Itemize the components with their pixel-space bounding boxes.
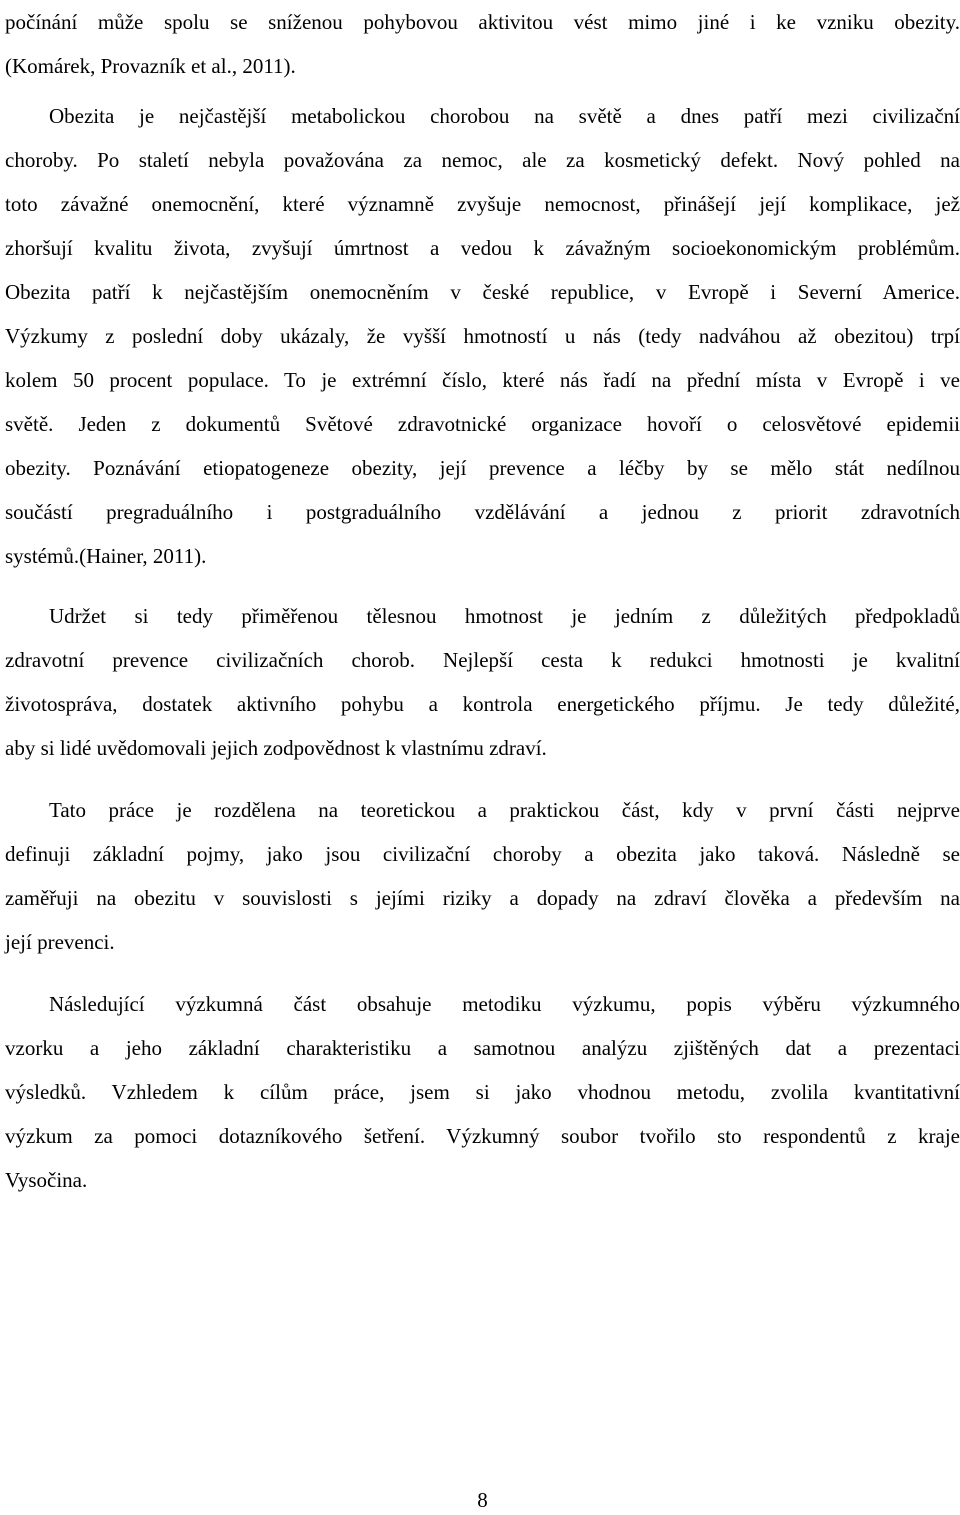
text-line: Následující výzkumná část obsahuje metodiku výzkumu, popis výběru výzkumného (49, 992, 960, 1016)
text-line: systémů.(Hainer, 2011). (5, 544, 207, 568)
text-line: Vysočina. (5, 1168, 88, 1192)
text-line: její prevenci. (5, 930, 115, 954)
text-line: Tato práce je rozdělena na teoretickou a praktickou část, kdy v první části nejprve (49, 798, 960, 822)
text-line: aby si lidé uvědomovali jejich zodpovědnost k vlastnímu zdraví. (5, 736, 547, 760)
text-line: (Komárek, Provazník et al., 2011). (5, 54, 296, 78)
text-line: životospráva, dostatek aktivního pohybu a kontrola energetického příjmu. Je tedy důležité, (5, 692, 960, 716)
text-line: toto závažné onemocnění, které významně zvyšuje nemocnost, přinášejí její komplikace, jež (5, 192, 960, 216)
text-line: choroby. Po staletí nebyla považována za nemoc, ale za kosmetický defekt. Nový pohled na (5, 148, 960, 172)
text-line: zdravotní prevence civilizačních chorob. Nejlepší cesta k redukci hmotnosti je kvalitní (5, 648, 960, 672)
paragraph (5, 788, 960, 964)
text-line: Udržet si tedy přiměřenou tělesnou hmotnost je jedním z důležitých předpokladů (49, 604, 960, 628)
text-line: obezity. Poznávání etiopatogeneze obezity, její prevence a léčby by se mělo stát nedílnou (5, 456, 960, 480)
text-line: zhoršují kvalitu života, zvyšují úmrtnost a vedou k závažným socioekonomickým problémům. (5, 236, 960, 260)
text-line: zaměřuji na obezitu v souvislosti s jejími riziky a dopady na zdraví člověka a především na (5, 886, 960, 910)
text-line: výzkum za pomoci dotazníkového šetření. Výzkumný soubor tvořilo sto respondentů z kraje (5, 1124, 960, 1148)
page-number: 8 (477, 1488, 488, 1512)
text-line: Výzkumy z poslední doby ukázaly, že vyšší hmotností u nás (tedy nadváhou až obezitou) trpí (5, 324, 960, 348)
paragraph (5, 0, 960, 88)
text-line: Obezita patří k nejčastějším onemocněním v české republice, v Evropě i Severní Americe. (5, 280, 960, 304)
text-line: světě. Jeden z dokumentů Světové zdravotnické organizace hovoří o celosvětové epidemii (5, 412, 960, 436)
text-line: součástí pregraduálního i postgraduálního vzdělávání a jednou z priorit zdravotních (5, 500, 960, 524)
text-line: počínání může spolu se sníženou pohybovou aktivitou vést mimo jiné i ke vzniku obezity. (5, 10, 960, 34)
text-line: výsledků. Vzhledem k cílům práce, jsem si jako vhodnou metodu, zvolila kvantitativní (5, 1080, 960, 1104)
text-line: vzorku a jeho základní charakteristiku a samotnou analýzu zjištěných dat a prezentaci (5, 1036, 960, 1060)
paragraph (5, 94, 960, 578)
paragraph (5, 594, 960, 770)
text-line: Obezita je nejčastější metabolickou chorobou na světě a dnes patří mezi civilizační (49, 104, 960, 128)
paragraph (5, 982, 960, 1202)
text-line: definuji základní pojmy, jako jsou civilizační choroby a obezita jako taková. Následně se (5, 842, 960, 866)
text-line: kolem 50 procent populace. To je extrémní číslo, které nás řadí na přední místa v Evropě i ve (5, 368, 960, 392)
